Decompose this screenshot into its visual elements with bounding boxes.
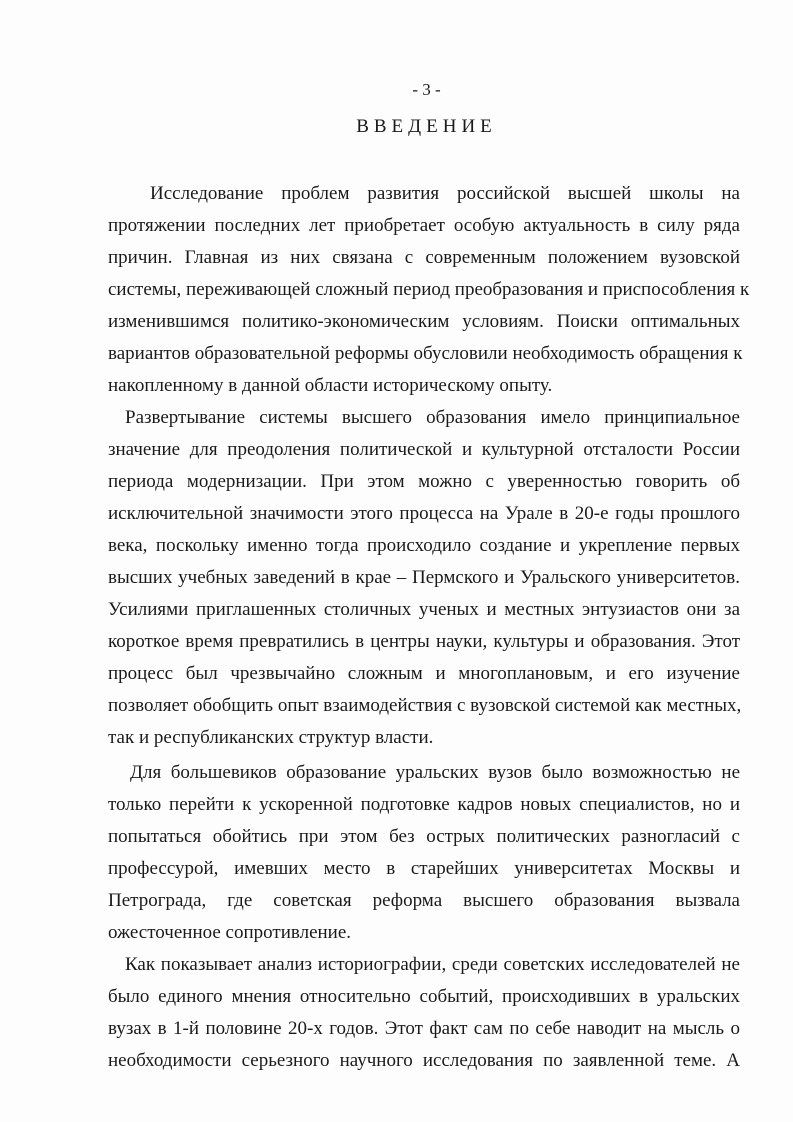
text-line: так и республиканских структур власти. (108, 727, 434, 748)
text-line: было единого мнения относительно событий, происходивших в уральских (108, 986, 740, 1007)
text-line: профессурой, имевших место в старейших университетах Москвы и (108, 858, 740, 879)
text-line: причин. Главная из них связана с современным положением вузовской (108, 247, 740, 268)
text-line: исключительной значимости этого процесса на Урале в 20-е годы прошлого (108, 503, 740, 524)
text-line: ожесточенное сопротивление. (108, 922, 352, 943)
text-line: позволяет обобщить опыт взаимодействия с вузовской системой как местных, (108, 695, 742, 716)
text-line: Исследование проблем развития российской высшей школы на (150, 183, 740, 204)
text-line: Развертывание системы высшего образования имело принципиальное (125, 407, 740, 428)
text-line: Петрограда, где советская реформа высшего образования вызвала (108, 890, 740, 911)
text-line: периода модернизации. При этом можно с уверенностью говорить об (108, 471, 740, 492)
text-line: протяжении последних лет приобретает особую актуальность в силу ряда (108, 215, 740, 236)
text-line: процесс был чрезвычайно сложным и многоплановым, и его изучение (108, 663, 740, 684)
text-line: века, поскольку именно тогда происходило создание и укрепление первых (108, 535, 740, 556)
text-line: высших учебных заведений в крае – Пермского и Уральского университетов. (108, 567, 740, 588)
text-line: изменившимся политико-экономическим условиям. Поиски оптимальных (108, 311, 740, 332)
text-line: короткое время превратились в центры науки, культуры и образования. Этот (108, 631, 740, 652)
text-line: Для большевиков образование уральских вузов было возможностью не (130, 762, 740, 783)
text-line: попытаться обойтись при этом без острых политических разногласий с (108, 826, 740, 847)
text-line: необходимости серьезного научного исследования по заявленной теме. А (108, 1050, 740, 1071)
text-line: значение для преодоления политической и культурной отсталости России (108, 439, 740, 460)
text-line: системы, переживающей сложный период преобразования и приспособления к (108, 279, 750, 300)
text-line: накопленному в данной области историческому опыту. (108, 375, 553, 396)
text-line: вузах в 1-й половине 20-х годов. Этот факт сам по себе наводит на мысль о (108, 1018, 740, 1039)
section-title: ВВЕДЕНИЕ (356, 116, 497, 137)
text-line: Как показывает анализ историографии, среди советских исследователей не (125, 954, 740, 975)
text-line: вариантов образовательной реформы обусловили необходимость обращения к (108, 343, 743, 364)
text-line: только перейти к ускоренной подготовке кадров новых специалистов, но и (108, 794, 740, 815)
text-line: Усилиями приглашенных столичных ученых и местных энтузиастов они за (108, 599, 740, 620)
page-number: - 3 - (412, 80, 441, 99)
